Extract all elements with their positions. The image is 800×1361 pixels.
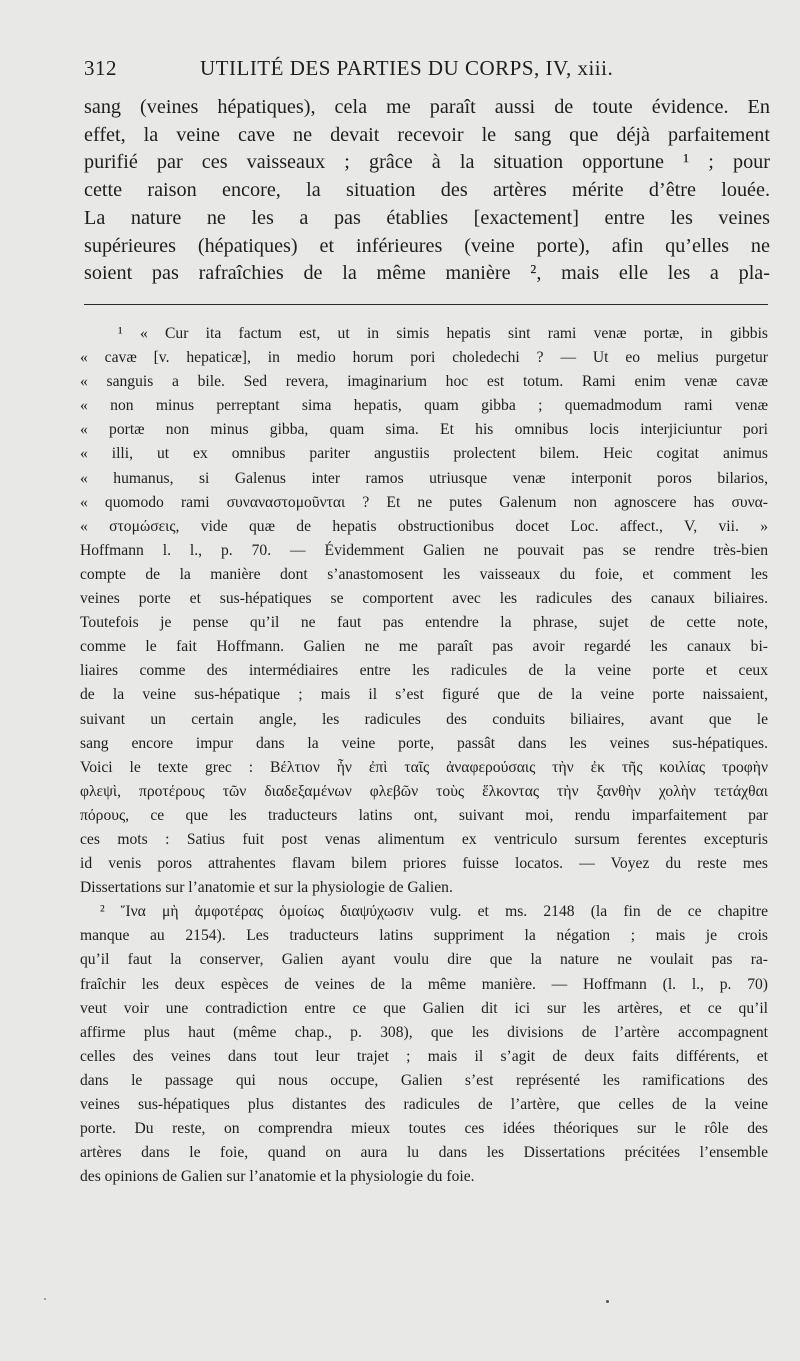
footnote-separator [84, 304, 768, 305]
footnote-line: « illi, ut ex omnibus pariter angustiis prolectent bilem. Heic cogitat animus [80, 445, 768, 463]
footnote-line: veut voir une contradiction entre ce que Galien dit ici sur les artères, et ce qu’il [80, 999, 768, 1017]
footnote-line: sang encore impur dans la veine porte, passât dans les veines sus-hépatiques. [80, 734, 768, 752]
footnote-line: veines porte et sus-hépatiques se comportent avec les radicules des canaux biliaires. [80, 590, 768, 608]
footnote-line: Toutefois je pense qu’il ne faut pas entendre la phrase, sujet de cette note, [80, 614, 768, 632]
footnote-line: « portæ non minus gibba, quam sima. Et his omnibus locis interjiciuntur pori [80, 421, 768, 439]
body-line: sang (veines hépatiques), cela me paraît aussi de toute évidence. En [84, 96, 770, 118]
paper-speck [44, 1298, 46, 1300]
footnote-2 [80, 900, 768, 1189]
footnote-line: « cavæ [v. hepaticæ], in medio horum pori choledechi ? — Ut eo melius purgetur [80, 349, 768, 367]
paper-speck [606, 1300, 609, 1303]
footnote-line: comme le fait Hoffmann. Galien ne me paraît pas avoir regardé les canaux bi- [80, 638, 768, 656]
footnotes [80, 322, 768, 1189]
footnote-line: liaires comme des intermédiaires entre les radicules de la veine porte et ceux [80, 662, 768, 680]
main-text [84, 94, 770, 288]
footnote-1 [80, 322, 768, 900]
footnote-line: de la veine sus-hépatique ; mais il s’est figuré que de la veine porte naissaient, [80, 686, 768, 704]
body-line: supérieures (hépatiques) et inférieures (veine porte), afin qu’elles ne [84, 234, 770, 257]
running-title: UTILITÉ DES PARTIES DU CORPS, IV, xiii. [200, 56, 614, 80]
footnote-line: πόρους, ce que les traducteurs latins ont, suivant moi, rendu imparfaitement par [80, 806, 768, 824]
footnote-line: manque au 2154). Les traducteurs latins suppriment la négation ; mais je crois [80, 927, 768, 945]
footnote-line: celles des veines dans tout leur trajet ; mais il s’agit de deux faits différents, et [80, 1047, 768, 1065]
footnote-line: « quomodo rami συναναστομοῦνται ? Et ne putes Galenum non agnoscere has συνα- [80, 493, 768, 511]
body-line: soient pas rafraîchies de la même manière ², mais elle les a pla- [84, 262, 770, 285]
body-line: cette raison encore, la situation des artères mérite d’être louée. [84, 179, 770, 202]
footnote-line: qu’il faut la conserver, Galien ayant voulu dire que la nature ne voulait pas ra- [80, 951, 768, 969]
footnote-line: dans le passage qui nous occupe, Galien s’est représenté les ramifications des [80, 1071, 768, 1089]
footnote-line: « humanus, si Galenus inter ramos utriusque venæ interponit poros bilarios, [80, 469, 768, 487]
footnote-line: ces mots : Satius fuit post venas alimentum ex ventriculo sursum ferentes excepturis [80, 830, 768, 848]
footnote-line: id venis poros attrahentes flavam bilem priores fuisse locatos. — Voyez du reste mes [80, 855, 768, 873]
footnote-line: « non minus perreptant sima hepatis, quam gibba ; quemadmodum rami venæ [80, 397, 768, 415]
footnote-line: Voici le texte grec : Βέλτιον ἦν ἐπὶ ταῖς ἀναφερούσαις τὴν ἐκ τῆς κοιλίας τροφὴν [80, 758, 768, 776]
footnote-line: affirme plus haut (même chap., p. 308), que les divisions de l’artère accompagnent [80, 1023, 768, 1041]
footnote-line: porte. Du reste, on comprendra mieux toutes ces idées théoriques sur le rôle des [80, 1120, 768, 1138]
footnote-line: Hoffmann l. l., p. 70. — Évidemment Galien ne pouvait pas se rendre très-bien [80, 541, 768, 559]
footnote-line: des opinions de Galien sur l’anatomie et la physiologie du foie. [80, 1168, 475, 1186]
footnote-line: fraîchir les deux espèces de veines de la même manière. — Hoffmann (l. l., p. 70) [80, 975, 768, 993]
body-line: La nature ne les a pas établies [exactement] entre les veines [84, 206, 770, 229]
footnote-line: artères dans le foie, quand on aura lu dans les Dissertations précitées l’ensemble [80, 1144, 768, 1162]
footnote-line: veines sus-hépatiques plus distantes des radicules de l’artère, que celles de la veine [80, 1096, 768, 1113]
page-number: 312 [84, 56, 117, 80]
footnote-line: ² Ἵνα μὴ ἀμφοτέρας ὁμοίως διαψύχωσιν vulg. et ms. 2148 (la fin de ce chapitre [100, 903, 768, 921]
footnote-line: φλεψὶ, προτέρους τῶν διαδεξαμένων φλεβῶν τοὺς ἕλκοντας τὴν ξανθὴν χολὴν τετάχθαι [80, 782, 768, 800]
footnote-line: Dissertations sur l’anatomie et sur la physiologie de Galien. [80, 879, 453, 897]
footnote-line: ¹ « Cur ita factum est, ut in simis hepatis sint rami venæ portæ, in gibbis [118, 325, 768, 342]
body-line: effet, la veine cave ne devait recevoir le sang que déjà parfaitement [84, 123, 770, 146]
footnote-line: « sanguis a bile. Sed revera, imaginarium hoc est totum. Rami enim venæ cavæ [80, 373, 768, 391]
footnote-line: compte de la manière dont s’anastomosent les vaisseaux du foie, et comment les [80, 565, 768, 583]
footnote-line: suivant un certain angle, les radicules des conduits biliaires, avant que le [80, 710, 768, 728]
body-line: purifié par ces vaisseaux ; grâce à la situation opportune ¹ ; pour [84, 151, 770, 174]
footnote-line: « στομώσεις, vide quæ de hepatis obstructionibus docet Loc. affect., V, vii. » [80, 517, 768, 535]
